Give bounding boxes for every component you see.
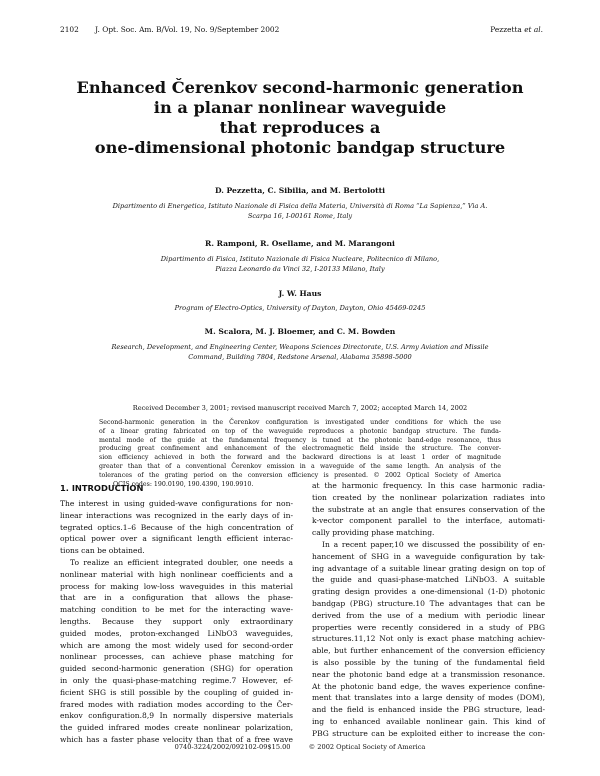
text-line: able, but further enhancement of the conversion efficiency [312, 646, 545, 656]
text-line: grating design provides a one-dimensional (1-D) photonic [312, 587, 545, 597]
affiliation-line: Dipartimento di Fisica, Istituto Nazionale di Fisica Nucleare, Politecnico di Milano, [160, 255, 440, 263]
abstract-line: sion efficiency achieved in both the forward and the backward directions is at least 1 order of magnitude [99, 454, 501, 462]
text-line: optical power over a significant length efficient interac- [60, 534, 293, 544]
author-line: J. W. Haus [278, 289, 322, 298]
text-line: properties were recently considered in a study of PBG [312, 622, 545, 632]
text-line: guided second-harmonic generation (SHG) for operation [60, 664, 293, 674]
text-line: The interest in using guided-wave configurations for non- [60, 499, 293, 508]
text-line: structures.11,12 Not only is exact phase matching achiev- [312, 634, 545, 644]
title-line: one-dimensional photonic bandgap structure [94, 138, 506, 157]
text-line: matching condition to be met for the interacting wave- [60, 605, 293, 615]
text-line: hancement of SHG in a waveguide configuration by tak- [312, 551, 545, 561]
page-number: 2102 [60, 25, 79, 34]
text-line: k-vector component parallel to the interface, automati- [312, 516, 545, 526]
text-line: enkov configuration.8,9 In normally dispersive materials [60, 711, 293, 721]
text-line: PBG structure can be exploited either to increase the con- [312, 728, 545, 738]
title-line: that reproduces a [219, 118, 381, 137]
text-line: cally providing phase matching. [312, 528, 435, 538]
text-line: process for making low-loss waveguides in this material [60, 581, 293, 591]
text-line: is also possible by the tuning of the fundamental field [312, 657, 545, 667]
footer-copyright: © 2002 Optical Society of America [308, 743, 426, 751]
text-line: and the field is enhanced inside the PBG structure, lead- [312, 705, 545, 715]
text-line: To realize an efficient integrated doubler, one needs a [70, 557, 293, 567]
page-footer [0, 743, 600, 751]
affiliation [60, 201, 540, 221]
text-line: ficient SHG is still possible by the coupling of guided in- [60, 687, 293, 697]
text-line: At the photonic band edge, the waves experience confine- [312, 681, 545, 691]
author-line: D. Pezzetta, C. Sibilia, and M. Bertolotti [214, 186, 386, 195]
text-line: which are among the most widely used for second-order [60, 640, 293, 650]
affiliation [60, 254, 540, 274]
text-line: in only the quasi-phase-matching regime.7 However, ef- [60, 675, 293, 685]
text-line: lengths. Because they support only extraordinary [60, 616, 293, 626]
text-line: ment that translates into a large density of modes (DOM), [312, 693, 545, 703]
affiliation-line: Research, Development, and Engineering Center, Weapons Sciences Directorate, U.S. Army Aviation and Missile [111, 343, 489, 351]
right-column [312, 480, 545, 740]
journal-citation: J. Opt. Soc. Am. B/Vol. 19, No. 9/September 2002 [95, 25, 280, 34]
text-line: tegrated optics.1–6 Because of the high concentration of [60, 522, 293, 532]
text-line: which has a faster phase velocity than that of a free wave [60, 734, 293, 744]
ocis-codes: OCIS codes: 190.0190, 190.4390, 190.9910. [113, 480, 254, 488]
text-line: bandgap (PBG) structure.10 The advantages that can be [312, 598, 545, 608]
text-line: In a recent paper,10 we discussed the possibility of en- [322, 539, 545, 549]
running-author: Pezzetta [490, 25, 522, 34]
right-column-text [312, 480, 545, 740]
title-line: Enhanced Čerenkov second-harmonic generation [76, 78, 524, 97]
abstract-line: producing great confinement and enhancement of the electromagnetic field inside the structure. The conver- [99, 445, 501, 453]
text-line: the guided infrared modes create nonlinear polarization, [60, 723, 293, 733]
title-line: in a planar nonlinear waveguide [153, 98, 447, 117]
text-line: the substrate at an angle that ensures conservation of the [312, 504, 545, 514]
left-column [60, 480, 293, 746]
author-line: M. Scalora, M. J. Bloemer, and C. M. Bowden [204, 327, 396, 336]
text-line: linear interactions was recognized in the early days of in- [60, 510, 293, 520]
affiliation-line: Scarpa 16, I-00161 Rome, Italy [247, 212, 353, 220]
running-header [60, 25, 543, 37]
article-code: 0740-3224/2002/092102-09$15.00 [174, 743, 291, 751]
author-line: R. Ramponi, R. Osellame, and M. Marangoni [205, 239, 395, 248]
affiliation-line: Dipartimento di Energetica, Istituto Nazionale di Fisica della Materia, Università di Roma “La Sapienza,” Via A. [112, 202, 488, 210]
abstract-line: Second-harmonic generation in the Čerenkov configuration is investigated under conditions for which the use [99, 419, 501, 426]
abstract-line: of a linear grating fabricated on top of the waveguide reproduces a photonic bandgap structure. The funda- [99, 427, 501, 435]
text-line: nonlinear processes, can achieve phase matching for [60, 652, 293, 662]
left-column-text [60, 498, 293, 746]
text-line: derived from the use of a medium with periodic linear [312, 610, 545, 620]
et-al: et al. [524, 25, 543, 34]
text-line: tions can be obtained. [60, 546, 145, 556]
received-dates: Received December 3, 2001; revised manuscript received March 7, 2002; accepted March 14, 2002 [132, 404, 468, 412]
text-line: at the harmonic frequency. In this case harmonic radia- [312, 481, 545, 490]
affiliation-line: Command, Building 7804, Redstone Arsenal, Alabama 35898-5000 [188, 353, 412, 361]
text-line: the guide and quasi-phase-matched LiNbO3. A suitable [312, 575, 545, 585]
abstract-line: mental mode of the guide at the fundamental frequency is tuned at the photonic band-edge resonance, thus [99, 436, 501, 444]
text-line: near the photonic band edge at a transmission resonance. [312, 669, 545, 679]
section-heading: 1. INTRODUCTION [60, 483, 144, 493]
affiliation-line: Piazza Leonardo da Vinci 32, I-20133 Milano, Italy [215, 265, 385, 273]
text-line: that are in a configuration that allows the phase- [60, 593, 293, 603]
text-line: ing to enhanced available nonlinear gain. This kind of [312, 716, 545, 726]
text-line: tion created by the nonlinear polarization radiates into [312, 492, 545, 502]
paper-title [40, 78, 560, 158]
text-line: frared modes with radiation modes according to the Čer- [60, 699, 293, 709]
abstract-line: greater than that of a conventional Čerenkov emission in a waveguide of the same length. An analysis of the [99, 462, 501, 470]
text-line: nonlinear material with high nonlinear coefficients and a [60, 569, 293, 579]
abstract [99, 419, 501, 489]
affiliation [60, 342, 540, 362]
text-line: ing advantage of a suitable linear grating design on top of [312, 563, 545, 573]
affiliation-line: Program of Electro-Optics, University of Dayton, Dayton, Ohio 45469-0245 [174, 304, 426, 312]
abstract-line: tolerances of the grating period on the conversion efficiency is presented. © 2002 Optical Society of America [99, 471, 501, 479]
text-line: guided modes, proton-exchanged LiNbO3 waveguides, [60, 628, 293, 638]
affiliation [60, 303, 540, 313]
